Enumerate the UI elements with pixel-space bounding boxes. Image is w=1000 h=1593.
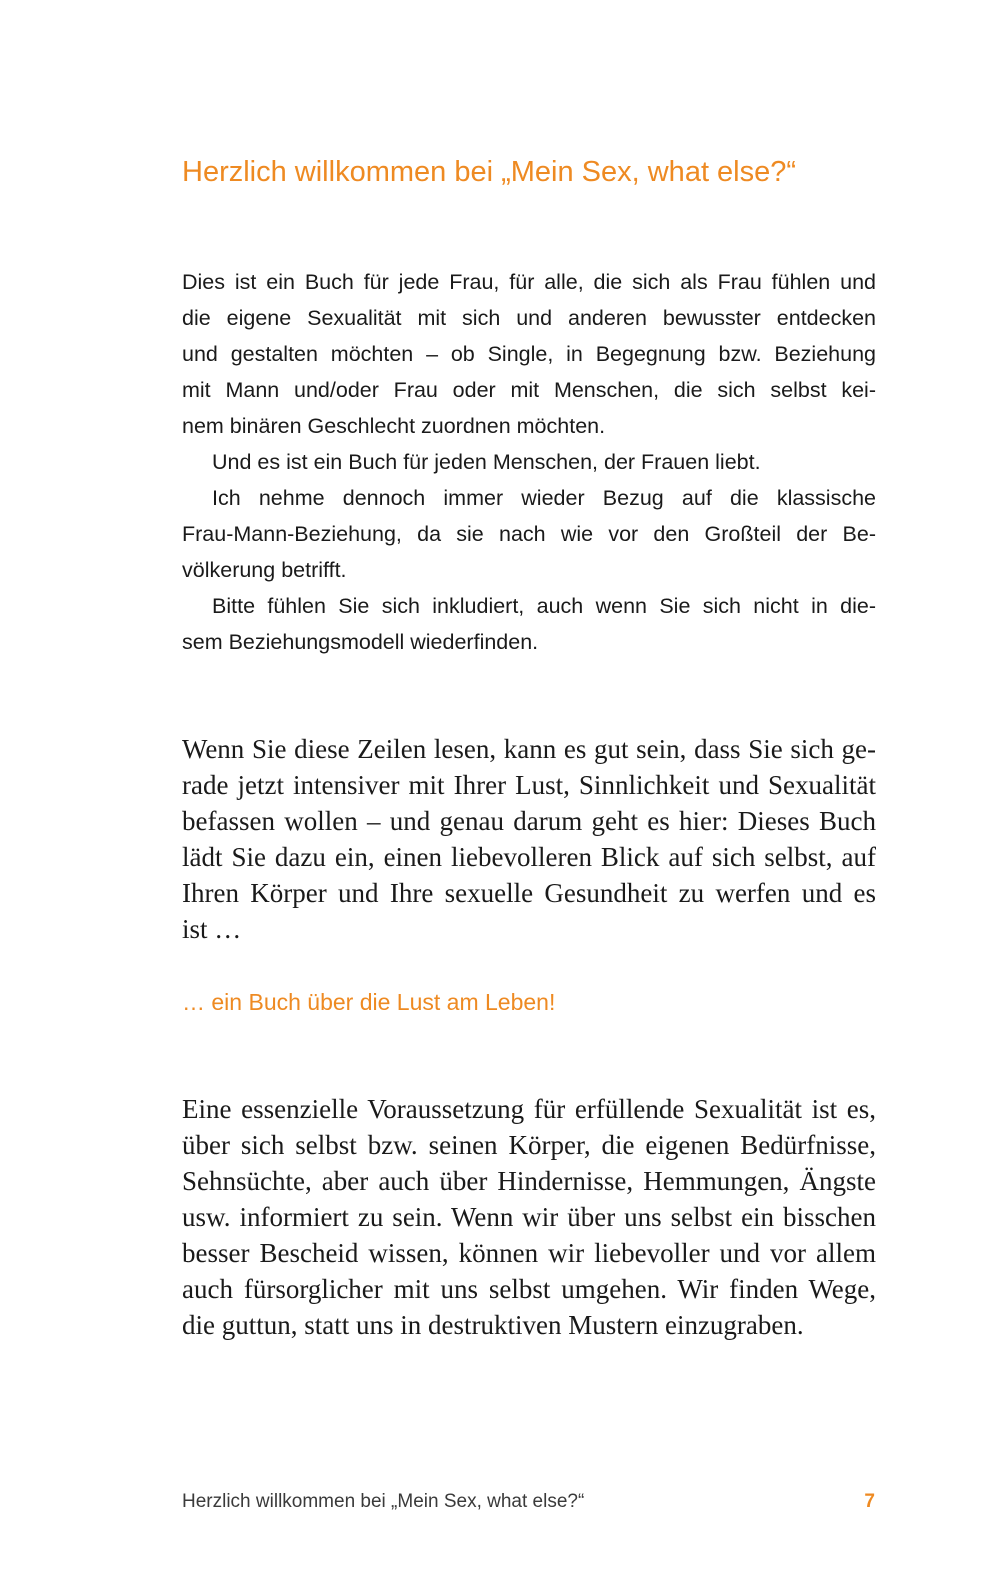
text-line: ist … [182,914,242,944]
text-line: Ihren Körper und Ihre sexuelle Gesundheit zu werfen und es [182,878,876,908]
highlight-line: … ein Buch über die Lust am Leben! [182,989,556,1015]
text-line: usw. informiert zu sein. Wenn wir über uns selbst ein bisschen [182,1202,876,1232]
chapter-heading: Herzlich willkommen bei „Mein Sex, what else?“ [182,156,797,188]
text-line: Frau-Mann-Beziehung, da sie nach wie vor den Großteil der Be- [182,522,876,546]
text-line: die eigene Sexualität mit sich und anderen bewusster entdecken [182,306,876,330]
text-line: völkerung betrifft. [182,558,347,582]
intro-paragraph-4 [182,588,876,660]
body-paragraph-1 [182,731,876,947]
text-line: und gestalten möchten – ob Single, in Begegnung bzw. Beziehung [182,342,876,366]
intro-paragraph-1 [182,264,876,444]
text-line: befassen wollen – und genau darum geht es hier: Dieses Buch [182,806,876,836]
text-line: nem binären Geschlecht zuordnen möchten. [182,414,606,438]
text-line: über sich selbst bzw. seinen Körper, die eigenen Bedürfnisse, [182,1130,876,1160]
text-line: Bitte fühlen Sie sich inkludiert, auch wenn Sie sich nicht in die- [212,594,876,618]
text-line: Und es ist ein Buch für jeden Menschen, der Frauen liebt. [212,450,761,474]
text-line: lädt Sie dazu ein, einen liebevolleren Blick auf sich selbst, auf [182,842,876,872]
text-line: mit Mann und/oder Frau oder mit Menschen, die sich selbst kei- [182,378,876,402]
text-line: die guttun, statt uns in destruktiven Mustern einzugraben. [182,1310,804,1340]
text-line: besser Bescheid wissen, können wir liebevoller und vor allem [182,1238,876,1268]
body-paragraph-2 [182,1091,876,1343]
intro-paragraph-3 [182,480,876,588]
intro-paragraph-2 [182,444,876,480]
text-line: Dies ist ein Buch für jede Frau, für alle, die sich als Frau fühlen und [182,270,876,294]
text-line: Eine essenzielle Voraussetzung für erfüllende Sexualität ist es, [182,1094,876,1124]
page-number: 7 [864,1491,875,1512]
running-footer-title: Herzlich willkommen bei „Mein Sex, what else?“ [182,1491,585,1512]
text-line: Wenn Sie diese Zeilen lesen, kann es gut sein, dass Sie sich ge- [182,734,876,764]
text-line: auch fürsorglicher mit uns selbst umgehen. Wir finden Wege, [182,1274,876,1304]
text-line: sem Beziehungsmodell wiederfinden. [182,630,539,654]
text-line: Ich nehme dennoch immer wieder Bezug auf die klassische [212,486,876,510]
text-line: rade jetzt intensiver mit Ihrer Lust, Sinnlichkeit und Sexualität [182,770,876,800]
text-line: Sehnsüchte, aber auch über Hindernisse, Hemmungen, Ängste [182,1166,876,1196]
intro-text [182,264,876,660]
